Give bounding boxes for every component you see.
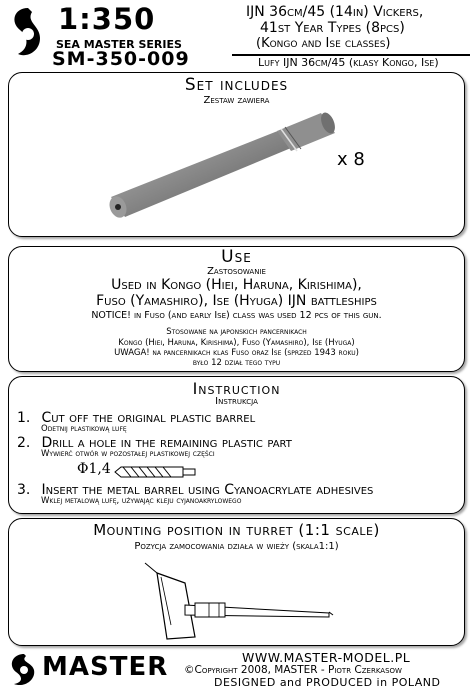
use-title: Use [221,247,252,267]
use-pl-line4: było 12 dział tego typu [192,358,281,368]
product-title-pl: Lufy IJN 36cm/45 (klasy Kongo, Ise) [258,56,439,69]
footer [0,648,474,688]
set-includes-title: Set includes [184,75,289,95]
master-swirl-logo-icon [6,4,46,64]
set-includes-panel [8,72,465,237]
use-panel [8,246,465,372]
use-pl-line3: UWAGA! na pancernikach klas Fuso oraz Ise (sprzed 1943 roku) [114,348,359,358]
instruction-subtitle: Instrukcja [215,396,258,407]
footer-made-in: DESIGNED and PRODUCED in POLAND [214,676,441,689]
set-includes-subtitle: Zestaw zawiera [203,95,270,106]
footer-copyright: ©Copyright 2008, MASTER - Piotr Czerkasow [184,664,402,676]
instruction-title: Instruction [192,379,281,398]
gun-barrel-image [91,101,351,233]
drill-bit-icon [113,464,197,480]
scale-label: 1:350 [58,2,156,36]
product-title-line3: (Kongo and Ise classes) [256,36,391,51]
instruction-panel [8,376,465,514]
step-number: 2. [17,435,31,451]
series-label: SEA MASTER SERIES [56,38,182,51]
step-text: Cut off the original plastic barrel [41,410,256,426]
footer-brand: MASTER [42,652,169,682]
use-line1: Used in Kongo (Hiei, Haruna, Kirishima), [111,277,362,293]
step-1-pl: Odetnij plastikową lufę [41,424,127,434]
mounting-subtitle: Pozycja zamocowania działa w wieży (skala1:1) [134,541,339,552]
mounting-panel [8,518,465,646]
use-subtitle: Zastosowanie [207,266,266,277]
header [0,0,474,70]
step-2-pl: Wywierć otwór w pozostałej plastikowej części [41,449,215,459]
step-number: 1. [17,410,31,426]
product-code: SM-350-009 [52,48,190,70]
drill-size-label: Φ1,4 [77,461,111,477]
step-number: 3. [17,482,31,498]
use-notice: NOTICE! in Fuso (and early Ise) class was used 12 pcs of this gun. [91,310,382,321]
step-text: Insert the metal barrel using Cyanoacrylate adhesives [41,482,374,498]
footer-url-link[interactable]: WWW.MASTER-MODEL.PL [242,650,411,665]
master-footer-logo-icon [6,652,38,686]
quantity-label: x 8 [337,149,365,170]
use-line2: Fuso (Yamashiro), Ise (Hyuga) IJN battleships [96,293,377,309]
use-pl-line2: Kongo (Hiei, Haruna, Kirishima), Fuso (Yamashiro), Ise (Hyuga) [118,338,355,348]
turret-mounting-diagram [109,557,369,641]
step-3-pl: Wklej metalową lufę, używając kleju cyjanoakrylowego [41,496,242,506]
use-pl-line1: Stosowane na japonskich pancernikach [166,327,307,337]
product-title-line1: IJN 36cm/45 (14in) Vickers, [246,4,424,20]
step-text: Drill a hole in the remaining plastic part [41,435,292,451]
mounting-title: Mounting position in turret (1:1 scale) [93,521,380,539]
product-title-line2: 41st Year Types (8pcs) [260,20,405,36]
